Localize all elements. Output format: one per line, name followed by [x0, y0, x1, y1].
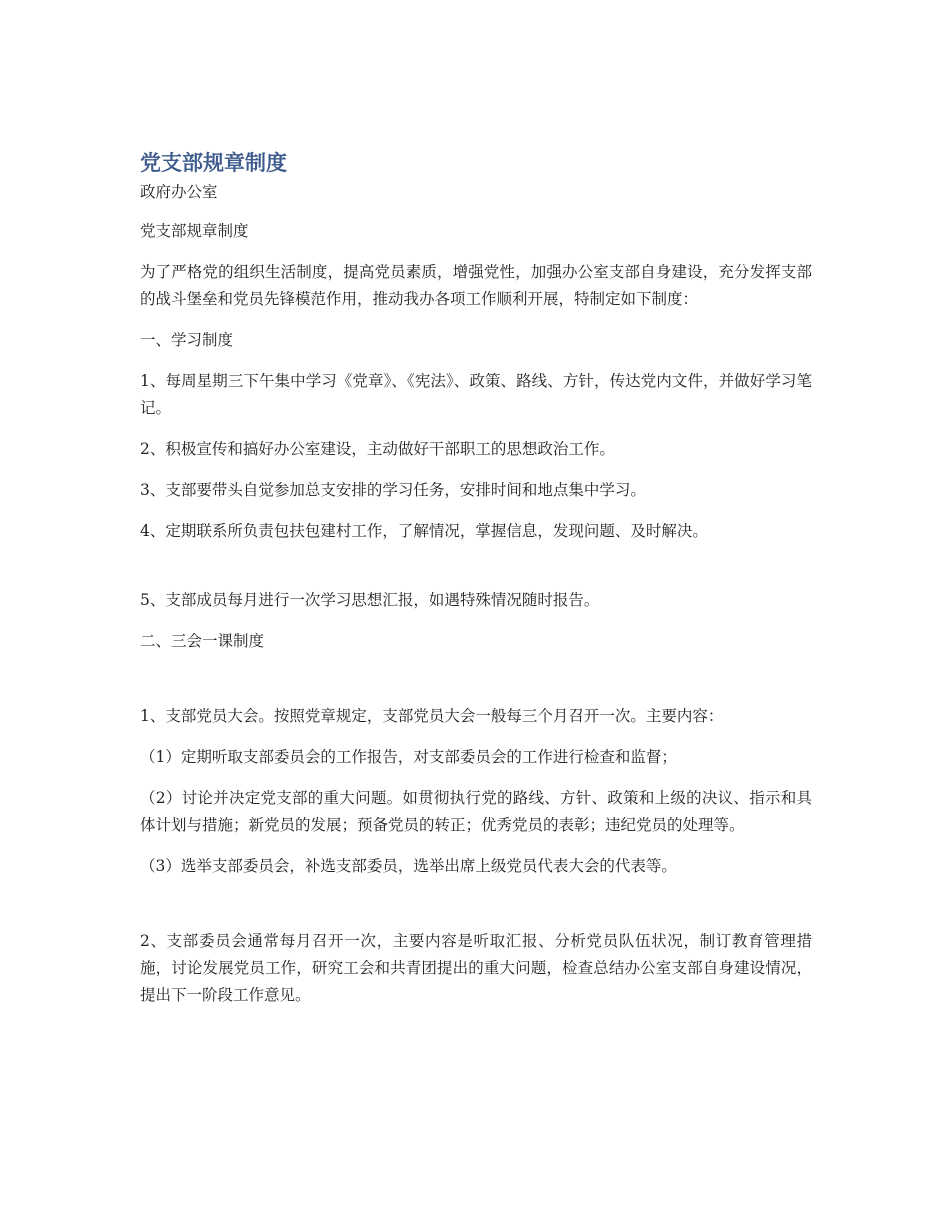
section2-subitem: （2）讨论并决定党支部的重大问题。如贯彻执行党的路线、方针、政策和上级的决议、指示和具体计划与措施；新党员的发展；预备党员的转正；优秀党员的表彰；违纪党员的处理等。	[140, 789, 812, 834]
section2-item2: 2、支部委员会通常每月召开一次，主要内容是听取汇报、分析党员队伍状况，制订教育管理措施，讨论发展党员工作，研究工会和共青团提出的重大问题，检查总结办公室支部自身建设情况，提出下一阶段工作意见。	[140, 932, 812, 1004]
section2-heading: 二、三会一课制度	[140, 632, 265, 650]
section2-subitem: （3）选举支部委员会，补选支部委员，选举出席上级党员代表大会的代表等。	[140, 857, 677, 875]
section1-item: 4、定期联系所负责包扶包建村工作，了解情况，掌握信息，发现问题、及时解决。	[140, 522, 708, 540]
section2-subitem: （1）定期听取支部委员会的工作报告，对支部委员会的工作进行检查和监督；	[140, 748, 677, 766]
section1-item: 2、积极宣传和搞好办公室建设，主动做好干部职工的思想政治工作。	[140, 440, 615, 458]
intro-paragraph: 为了严格党的组织生活制度，提高党员素质，增强党性，加强办公室支部自身建设，充分发挥支部的战斗堡垒和党员先锋模范作用，推动我办各项工作顺利开展，特制定如下制度：	[140, 263, 812, 308]
section2-item1: 1、支部党员大会。按照党章规定，支部党员大会一般每三个月召开一次。主要内容：	[140, 707, 724, 725]
document-heading: 党支部规章制度	[140, 222, 249, 240]
document-page	[140, 148, 812, 1009]
section1-item: 5、支部成员每月进行一次学习思想汇报，如遇特殊情况随时报告。	[140, 591, 600, 609]
section1-item: 3、支部要带头自觉参加总支安排的学习任务，安排时间和地点集中学习。	[140, 481, 646, 499]
document-org: 政府办公室	[140, 183, 218, 201]
document-title: 党支部规章制度	[140, 151, 287, 175]
section1-item: 1、每周星期三下午集中学习《党章》、《宪法》、政策、路线、方针，传达党内文件，并做好学习笔记。	[140, 372, 812, 417]
section1-heading: 一、学习制度	[140, 331, 234, 349]
